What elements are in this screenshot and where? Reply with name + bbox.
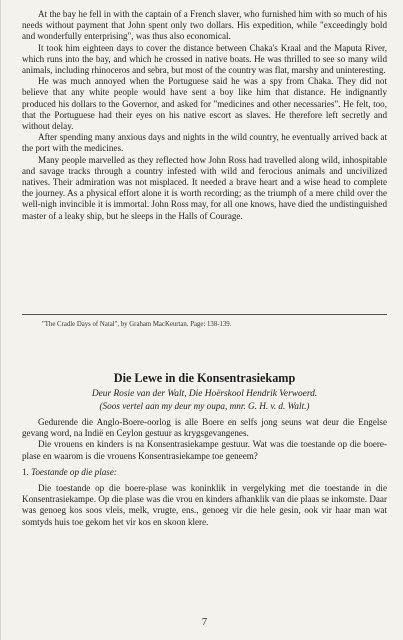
paragraph: At the bay he fell in with the captain of a French slaver, who furnished him with so much of his needs without payment that John spent only two dollars. His expedition, while "exceedingly bold and wonderfully enterprising", was thus also economical. (22, 9, 387, 42)
article-byline: Deur Rosie van der Walt, Die Hoërskool Hendrik Verwoerd. (91, 389, 318, 399)
section-title: Toestande op die plase: (31, 466, 117, 477)
paragraph: He was much annoyed when the Portuguese said he was a spy from Chaka. They did not believe that any white people would have sent a boy like him that distance. He indignantly produced his dollars to the Governor, and asked for "medicines and other necessaries". He felt, too, that the Portuguese had their eyes on his native escort as slaves. He therefore left secretly and without delay. (22, 76, 387, 132)
footnote-divider (22, 314, 387, 315)
article-note: (Soos vertel aan my deur my oupa, mnr. G. H. v. d. Walt.) (99, 400, 310, 411)
section-heading (22, 467, 387, 478)
scan-edge (0, 0, 1, 640)
paragraph: Die toestande op die boere-plase was koninklik in vergelyking met die toestande in die Konsentrasiekampe. Op die plase was die vrou en kinders afhanklik van die plaas se inkomste. Daar was genoeg kos soos vleis, melk, vrugte, ens., genoeg vir die hele gesin, ook vir haar man wat somtyds huis toe gekom het vir kos en skoon klere. (22, 483, 387, 527)
article (22, 371, 387, 528)
paragraph: Gedurende die Anglo-Boere-oorlog is alle Boere en selfs jong seuns wat deur die Engelse gevang word, na Indië en Ceylon gestuur as krygsgevangenes. (22, 417, 387, 439)
paragraph: Many people marvelled as they reflected how John Ross had travelled along wild, inhospitable and savage tracks through a country infested with wild and ferocious animals and uncivilized natives. Their admiration was not misplaced. It needed a brave heart and a wise head to complete the journey. As a physical effort alone it is worth recording; as the triumph of a mere child over the well-nigh invincible it is immortal. John Ross may, for all one knows, have died the undistinguished master of a leaky ship, but he sleeps in the Halls of Courage. (22, 154, 387, 221)
page-number: 7 (201, 617, 208, 628)
document-page (22, 0, 387, 640)
paragraph: Die vrouens en kinders is na Konsentrasiekampe gestuur. Wat was die toestande op die boere-plase en waarom is die vrouens Konsentrasiekampe toe geneem? (22, 439, 387, 461)
story-continuation (22, 9, 387, 222)
footnote: "The Cradle Days of Natal", by Graham MacKeurtan. Page: 138-139. (42, 321, 232, 328)
paragraph: It took him eighteen days to cover the distance between Chaka's Kraal and the Maputa River, which runs into the bay, and which he crossed in native boats. He was thrilled to see so many wild animals, including rhinoceros and sebra, but most of the country was flat, marshy and uninteresting. (22, 42, 387, 76)
article-title: Die Lewe in die Konsentrasiekamp (113, 371, 296, 385)
section-number: 1. (22, 466, 29, 477)
paragraph: After spending many anxious days and nights in the wild country, he eventually arrived back at the port with the medicines. (22, 132, 387, 154)
